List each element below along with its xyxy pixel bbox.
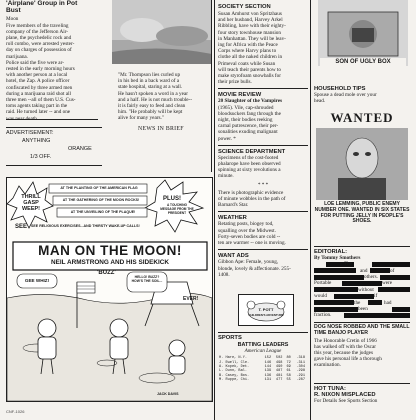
ad-color: ORANGE bbox=[68, 146, 92, 152]
wanted-caption: LOE LEMMING, PUBLIC ENEMY NUMBER ONE. WANTED IN SIX STATES FOR PUTTING JELLY IN PEOPLE'S SHOES. bbox=[314, 201, 410, 225]
dog-heading: DOG NOSE ROBBED AND THE SMALL TIME BANJO PLAYER bbox=[314, 324, 410, 336]
society-line: Ribbling, have with their eighty- bbox=[218, 23, 286, 30]
batting-heading: BATTING LEADERS bbox=[237, 342, 289, 348]
comic-title: MAN ON THE MOON! bbox=[38, 243, 182, 258]
weather-line: squalling over the Midwest. bbox=[218, 227, 276, 234]
hot-tuna-headline: R. NIXON MISPLACED bbox=[314, 392, 376, 398]
movie-line: sonalities exuding malignant bbox=[218, 129, 278, 136]
table-cell: B. Casey, Bos. bbox=[219, 373, 250, 378]
science-line: spinning at sixty revolutions a bbox=[218, 167, 281, 174]
editorial-word: fraction. bbox=[314, 312, 332, 319]
weather-line: Forty-seven bodies are cold -- bbox=[218, 233, 281, 240]
league: American League bbox=[244, 348, 282, 354]
table-cell: .287 bbox=[296, 378, 305, 383]
editorial-byline: By Tommy Smothers bbox=[314, 255, 361, 261]
comic-banner-1: AT THE PLANTING OF THE AMERICAN FLAG bbox=[60, 186, 138, 190]
table-cell: .311 bbox=[296, 360, 305, 365]
ad-label: ADVERTISEMENT: bbox=[6, 130, 54, 136]
editorial-word: and bbox=[360, 267, 368, 274]
redaction-bar bbox=[378, 287, 410, 292]
table-cell: 136 bbox=[264, 373, 272, 378]
movie-title: 20 Slaughter of the Vampires bbox=[218, 98, 283, 105]
article-headline: 'Airplane' Group in Pot Bust bbox=[6, 0, 78, 15]
redaction-bar bbox=[344, 313, 410, 318]
article-line: Police said the five were ar- bbox=[6, 59, 64, 66]
editorial-heading: EDITORIAL: bbox=[314, 249, 348, 255]
article-line: during a marijuana raid shot all bbox=[6, 90, 71, 97]
redaction-bar bbox=[392, 307, 410, 312]
ugly-box-photo bbox=[318, 0, 408, 66]
table-cell: 144 bbox=[264, 365, 272, 370]
batting-table bbox=[218, 356, 306, 382]
comic-banner-2: AT THE GATHERING OF THE MOON ROCKS! bbox=[62, 198, 140, 202]
article-line: hotel, the Zap. A police officer bbox=[6, 78, 70, 85]
society-heading: SOCIETY SECTION bbox=[218, 4, 271, 10]
household-line: head. bbox=[314, 98, 326, 105]
table-cell: 481 bbox=[275, 373, 283, 378]
dog-article bbox=[314, 325, 410, 369]
table-cell: L. Dunn, Bal. bbox=[219, 369, 248, 374]
wanted-poster bbox=[314, 110, 410, 225]
editorial bbox=[314, 249, 410, 321]
table-cell: .291 bbox=[296, 373, 305, 378]
dog-line: The Honorable Cretin of 1966 bbox=[314, 337, 377, 344]
article-line: raid. He turned later -- and one bbox=[6, 109, 71, 116]
article-line: day on charges of possession of bbox=[6, 47, 72, 54]
society-line: clothe all the naked children in bbox=[218, 54, 283, 61]
table-cell: A. Kopek, Det. bbox=[219, 365, 250, 370]
table-cell: 152 bbox=[264, 356, 272, 361]
caption-line: He hasn't spoken a word in a year bbox=[118, 90, 188, 97]
dog-line: gave his personal life a thorough bbox=[314, 356, 382, 363]
science-line: phalarope have been observed bbox=[218, 161, 281, 168]
editorial-word: Portable bbox=[314, 280, 332, 287]
ad-sub: CHILDREN'S ADVENTURE bbox=[248, 313, 284, 317]
article-line: rested in the early morning hours bbox=[6, 66, 75, 73]
redaction-bar bbox=[314, 300, 354, 305]
table-cell: H. Hare, N.Y. bbox=[219, 356, 248, 361]
redaction-bar bbox=[334, 294, 374, 299]
photo-shapes bbox=[112, 0, 212, 64]
vertical-rule bbox=[211, 0, 212, 172]
table-cell: .304 bbox=[296, 365, 305, 370]
society-line: Primeval coats while Susan bbox=[218, 60, 276, 67]
want-ad-line: 1408. bbox=[218, 271, 230, 278]
editorial-word: been bbox=[358, 306, 368, 312]
caption-line: "Mr. Thompson lies curled up bbox=[118, 72, 181, 78]
science-line: of minute wobbles in the path of bbox=[218, 196, 286, 203]
redaction-bar bbox=[314, 275, 364, 280]
comic-banner-3: AT THE UNVEILING OF THE PLAQUE! bbox=[70, 210, 136, 214]
editorial-word: if bbox=[374, 293, 378, 300]
science-line: Specimens of the cost-footed bbox=[218, 154, 279, 161]
footer-code: CNF-1026 bbox=[6, 409, 25, 414]
article-line: marijuana. bbox=[6, 53, 29, 60]
ad-title: T. POTT bbox=[258, 307, 274, 312]
caption-line: in his bed in a back ward of a bbox=[118, 78, 180, 85]
caption-line: state hospital, staring at a wall. bbox=[118, 84, 183, 91]
comic-gee: GEE WHIZ! bbox=[24, 278, 50, 283]
movie-line: bloodsuckers fang through the bbox=[218, 110, 281, 117]
movie-line: night, their bodies reeking bbox=[218, 117, 273, 124]
editorial-word: The bbox=[344, 261, 353, 268]
table-cell: 58 bbox=[286, 373, 291, 378]
society-line: in Manhattan. They will be leav- bbox=[218, 35, 286, 42]
table-cell: 131 bbox=[264, 378, 272, 383]
dog-line: examination. bbox=[314, 362, 341, 369]
editorial-word: the bbox=[354, 299, 361, 306]
society-line: and her husband, Harvey Arkel bbox=[218, 17, 283, 24]
table-cell: 80 bbox=[286, 356, 291, 361]
article-line: plane, the psychedelic rock and bbox=[6, 35, 72, 42]
society-line: Susan Amhurst von Spritzhaus bbox=[218, 11, 282, 17]
editorial-word: of bbox=[390, 267, 395, 274]
left-article bbox=[6, 0, 104, 122]
redaction-bar bbox=[368, 300, 382, 305]
table-cell: J. Ewell, Cle. bbox=[219, 360, 250, 365]
ad-item: ANYTHING bbox=[22, 138, 51, 144]
comic-panel bbox=[6, 177, 213, 402]
caption-line: and a half. He is not much trouble-- bbox=[118, 96, 193, 103]
hot-tuna-heading: HOT TUNA: bbox=[314, 386, 346, 392]
editorial-word: others. bbox=[364, 274, 378, 280]
comic-credit: JACK DAVIS bbox=[157, 392, 179, 396]
article-line: Moon bbox=[6, 16, 19, 23]
comic-see: SEE bbox=[15, 224, 28, 230]
article-line: with another person at a local bbox=[6, 72, 68, 79]
dog-line: has walked off with the Oscar bbox=[314, 343, 376, 350]
want-ad-line: blonde, lovely & affectionate. 255- bbox=[218, 265, 291, 272]
editorial-word: would bbox=[314, 293, 327, 300]
science-line: Barnard's Star. bbox=[218, 202, 249, 209]
ad-discount: 1/3 OFF. bbox=[30, 154, 52, 160]
vertical-rule bbox=[214, 0, 215, 420]
table-cell: .298 bbox=[296, 369, 305, 374]
wanted-title: WANTED bbox=[330, 110, 394, 125]
sports bbox=[218, 335, 308, 383]
wanted-photo bbox=[316, 128, 408, 200]
article-line: company of the Jefferson Air- bbox=[6, 28, 69, 35]
society-line: will teach their parents how to bbox=[218, 66, 281, 73]
table-cell: 61 bbox=[286, 369, 291, 374]
news-in-brief-heading: NEWS IN BRIEF bbox=[138, 126, 184, 132]
table-cell: 487 bbox=[275, 369, 283, 374]
caption-line: him. "He probably will be kept bbox=[118, 109, 183, 116]
society-line: their prize bulls. bbox=[218, 79, 252, 86]
society-line: ing for Africa with the Peace bbox=[218, 42, 278, 49]
divider bbox=[6, 119, 98, 120]
science-line: There is photographic evidence bbox=[218, 189, 284, 196]
movie-line: carnal putrescence, their per- bbox=[218, 123, 279, 130]
hot-tuna bbox=[314, 386, 410, 404]
table-cell: 502 bbox=[275, 356, 283, 361]
household-line: Spouse a dead mole over your bbox=[314, 92, 377, 98]
table-cell: 146 bbox=[264, 360, 272, 365]
weather-heading: WEATHER bbox=[218, 215, 247, 222]
advertisement bbox=[6, 127, 102, 169]
want-ads-heading: WANT ADS bbox=[218, 253, 249, 260]
news-photo bbox=[112, 0, 212, 64]
redaction-bar bbox=[314, 307, 358, 312]
redaction-bar bbox=[342, 281, 382, 286]
comic-plus-text: A TOUCHING MESSAGE FROM THE PRESIDENT bbox=[160, 203, 194, 215]
comic-buzz: 'BUZZ' bbox=[97, 270, 116, 276]
science-stars: * * * bbox=[257, 181, 269, 188]
hot-tuna-line: For Details See Sports Section bbox=[314, 398, 378, 404]
news-caption bbox=[118, 72, 212, 122]
redaction-bar bbox=[372, 262, 410, 267]
table-cell: 72 bbox=[286, 360, 291, 365]
movie-heading: MOVIE REVIEW bbox=[218, 92, 262, 99]
caption-line: alive for many years." bbox=[118, 115, 164, 122]
comic-ever: EVER! bbox=[183, 296, 199, 302]
caption-line: it is fairly easy to feed and clean bbox=[118, 103, 186, 110]
article-body bbox=[6, 16, 104, 121]
redaction-bar bbox=[314, 287, 358, 292]
redaction-bar bbox=[370, 268, 390, 273]
redaction-bar bbox=[314, 268, 356, 273]
society-line: Corps where Harvy plans to bbox=[218, 48, 277, 55]
table-cell: 55 bbox=[286, 378, 291, 383]
science-line: minute. bbox=[218, 173, 234, 180]
society-line: four story townhouse mansion bbox=[218, 29, 281, 36]
comic-subtitle: NEIL ARMSTRONG AND HIS SIDEKICK bbox=[51, 259, 169, 266]
article-line: toms agents taking part in the bbox=[6, 103, 68, 110]
comic-top-left: THRILL GASP WEEP! bbox=[21, 194, 41, 212]
redaction-bar bbox=[380, 275, 410, 280]
editorial-word: were bbox=[382, 280, 393, 287]
society-line: make styrofoam snowballs for bbox=[218, 73, 281, 80]
table-cell: 498 bbox=[275, 360, 283, 365]
movie-line: power. * bbox=[218, 135, 236, 142]
vertical-rule bbox=[310, 0, 311, 420]
editorial-word: without bbox=[358, 286, 374, 293]
dog-line: this year, because the judges bbox=[314, 350, 373, 356]
table-cell: 69 bbox=[286, 365, 291, 370]
table-cell: 139 bbox=[264, 369, 272, 374]
want-ad-line: Gibbon Ape: Female, young, bbox=[218, 259, 279, 266]
comic-see-text: SEE RELIGIOUS EXERCISES...AND THIRSTY WAKE-UP CALLS! bbox=[31, 224, 140, 228]
photo-caption: SON OF UGLY BOX bbox=[320, 58, 406, 66]
science-heading: SCIENCE DEPARTMENT bbox=[218, 148, 286, 155]
article-line: three men --all of them U.S. Cus- bbox=[6, 97, 76, 104]
sports-heading: SPORTS bbox=[218, 335, 242, 341]
weather-line: ten are warmer -- one is moving. bbox=[218, 240, 286, 247]
table-cell: 490 bbox=[275, 365, 283, 370]
col3-ad bbox=[238, 294, 294, 326]
col3 bbox=[218, 4, 308, 278]
table-cell: M. Ruppe, Chi. bbox=[219, 378, 250, 383]
comic-plus: PLUS! bbox=[163, 196, 181, 202]
household-heading: HOUSEHOLD TIPS bbox=[314, 86, 366, 92]
table-row bbox=[218, 378, 306, 382]
article-line: confiscated by three armed men bbox=[6, 84, 73, 91]
movie-line: (1965). Vile, cap-shrouded bbox=[218, 104, 274, 111]
comic-bubble: HELLO! BUZZ? HOW'S THE SOIL... bbox=[131, 275, 163, 283]
article-line: roll combo, were arrested yester- bbox=[6, 41, 75, 48]
table-cell: .318 bbox=[296, 356, 305, 361]
household-tips bbox=[314, 86, 410, 104]
editorial-word: had bbox=[384, 299, 392, 306]
weather-line: Retating posts, biogey tod, bbox=[218, 221, 274, 228]
article-line: Five members of the traveling bbox=[6, 22, 69, 29]
table-cell: 477 bbox=[275, 378, 283, 383]
